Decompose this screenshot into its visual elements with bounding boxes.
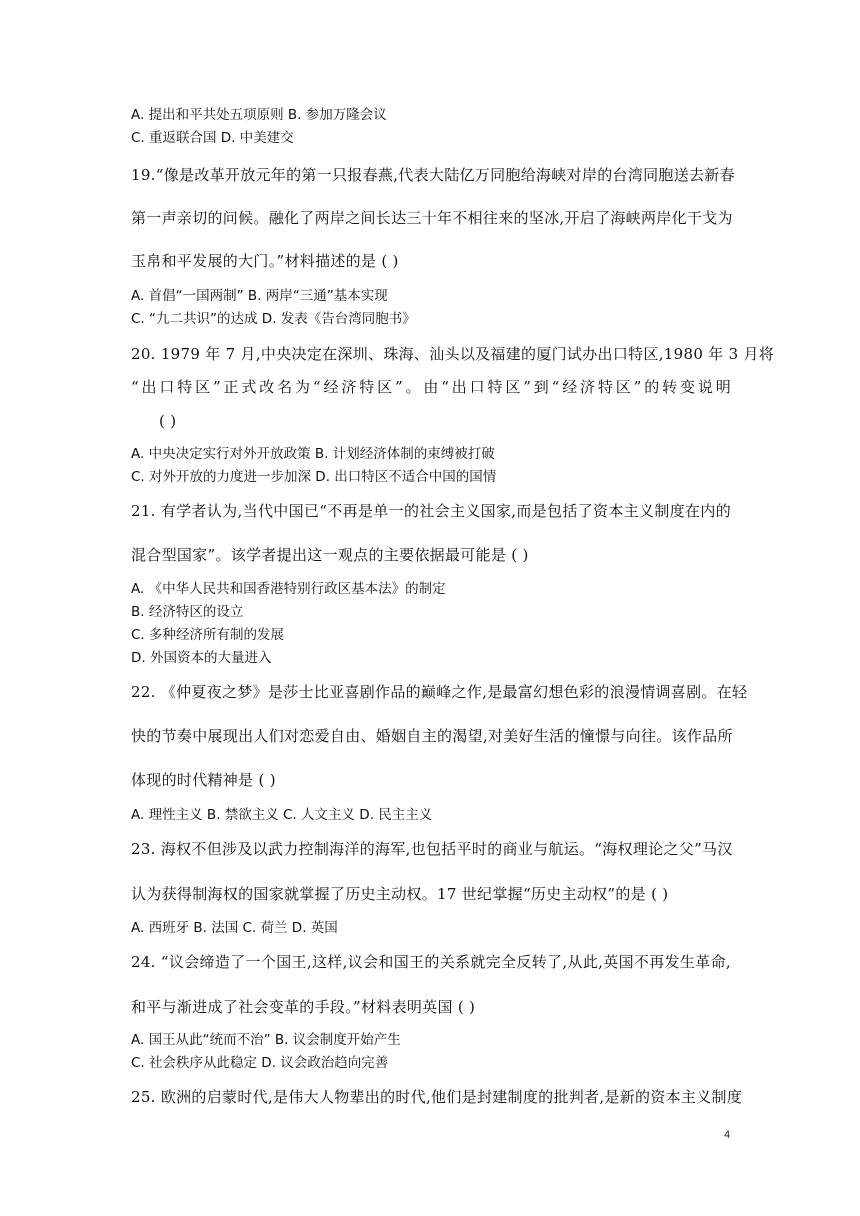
q24-stem-line-1: 24. “议会缔造了一个国王,这样,议会和国王的关系就完全反转了,从此,英国不再发生革命, xyxy=(131,953,731,971)
q21-stem-line-2: 混合型国家”。该学者提出这一观点的主要依据最可能是 ( ) xyxy=(131,546,529,564)
q19-options-line-2: C. “九二共识”的达成 D. 发表《告台湾同胞书》 xyxy=(131,311,416,327)
q21-option-d: D. 外国资本的大量进入 xyxy=(131,650,272,666)
q19-stem-line-1: 19.“像是改革开放元年的第一只报春燕,代表大陆亿万同胞给海峡对岸的台湾同胞送去新春 xyxy=(131,166,735,184)
page-number: 4 xyxy=(724,1129,731,1141)
q23-stem-line-2: 认为获得制海权的国家就掌握了历史主动权。17 世纪掌握“历史主动权”的是 ( ) xyxy=(131,885,669,903)
q24-options-line-2: C. 社会秩序从此稳定 D. 议会政治趋向完善 xyxy=(131,1055,389,1071)
q20-options-line-1: A. 中央决定实行对外开放政策 B. 计划经济体制的束缚被打破 xyxy=(131,446,495,462)
q20-stem-line-3: ( ) xyxy=(159,412,177,430)
q25-stem-line-1: 25. 欧洲的启蒙时代,是伟大人物辈出的时代,他们是封建制度的批判者,是新的资本主义制度 xyxy=(131,1088,743,1106)
q19-options-line-1: A. 首倡“一国两制” B. 两岸“三通”基本实现 xyxy=(131,288,388,304)
q24-stem-line-2: 和平与渐进成了社会变革的手段。”材料表明英国 ( ) xyxy=(131,998,476,1016)
q23-stem-line-1: 23. 海权不但涉及以武力控制海洋的海军,也包括平时的商业与航运。“海权理论之父”马汉 xyxy=(131,840,733,858)
q24-options-line-1: A. 国王从此“统而不治” B. 议会制度开始产生 xyxy=(131,1032,401,1048)
q18-options-line-1: A. 提出和平共处五项原则 B. 参加万隆会议 xyxy=(131,107,387,123)
q21-stem-line-1: 21. 有学者认为,当代中国已“不再是单一的社会主义国家,而是包括了资本主义制度在内的 xyxy=(131,502,731,520)
q20-stem-line-2: “出口特区”正式改名为“经济特区”。由“出口特区”到“经济特区”的转变说明 xyxy=(131,378,731,396)
q22-stem-line-2: 快的节奏中展现出人们对恋爱自由、婚姻自主的渴望,对美好生活的憧憬与向往。该作品所 xyxy=(131,727,733,745)
q21-option-c: C. 多种经济所有制的发展 xyxy=(131,627,285,643)
q21-option-a: A. 《中华人民共和国香港特别行政区基本法》的制定 xyxy=(131,581,446,597)
q23-options-line: A. 西班牙 B. 法国 C. 荷兰 D. 英国 xyxy=(131,920,338,936)
q22-stem-line-3: 体现的时代精神是 ( ) xyxy=(131,771,276,789)
q19-stem-line-2: 第一声亲切的问候。融化了两岸之间长达三十年不相往来的坚冰,开启了海峡两岸化干戈为 xyxy=(131,209,733,227)
q20-stem-line-1: 20. 1979 年 7 月,中央决定在深圳、珠海、汕头以及福建的厦门试办出口特区,1980 年 3 月将 xyxy=(131,345,775,363)
q19-stem-line-3: 玉帛和平发展的大门。”材料描述的是 ( ) xyxy=(131,252,399,270)
q22-options-line: A. 理性主义 B. 禁欲主义 C. 人文主义 D. 民主主义 xyxy=(131,807,433,823)
q21-option-b: B. 经济特区的设立 xyxy=(131,604,244,620)
q18-options-line-2: C. 重返联合国 D. 中美建交 xyxy=(131,130,294,146)
q20-options-line-2: C. 对外开放的力度进一步加深 D. 出口特区不适合中国的国情 xyxy=(131,469,497,485)
q22-stem-line-1: 22. 《仲夏夜之梦》是莎士比亚喜剧作品的巅峰之作,是最富幻想色彩的浪漫情调喜剧。在轻 xyxy=(131,683,748,701)
